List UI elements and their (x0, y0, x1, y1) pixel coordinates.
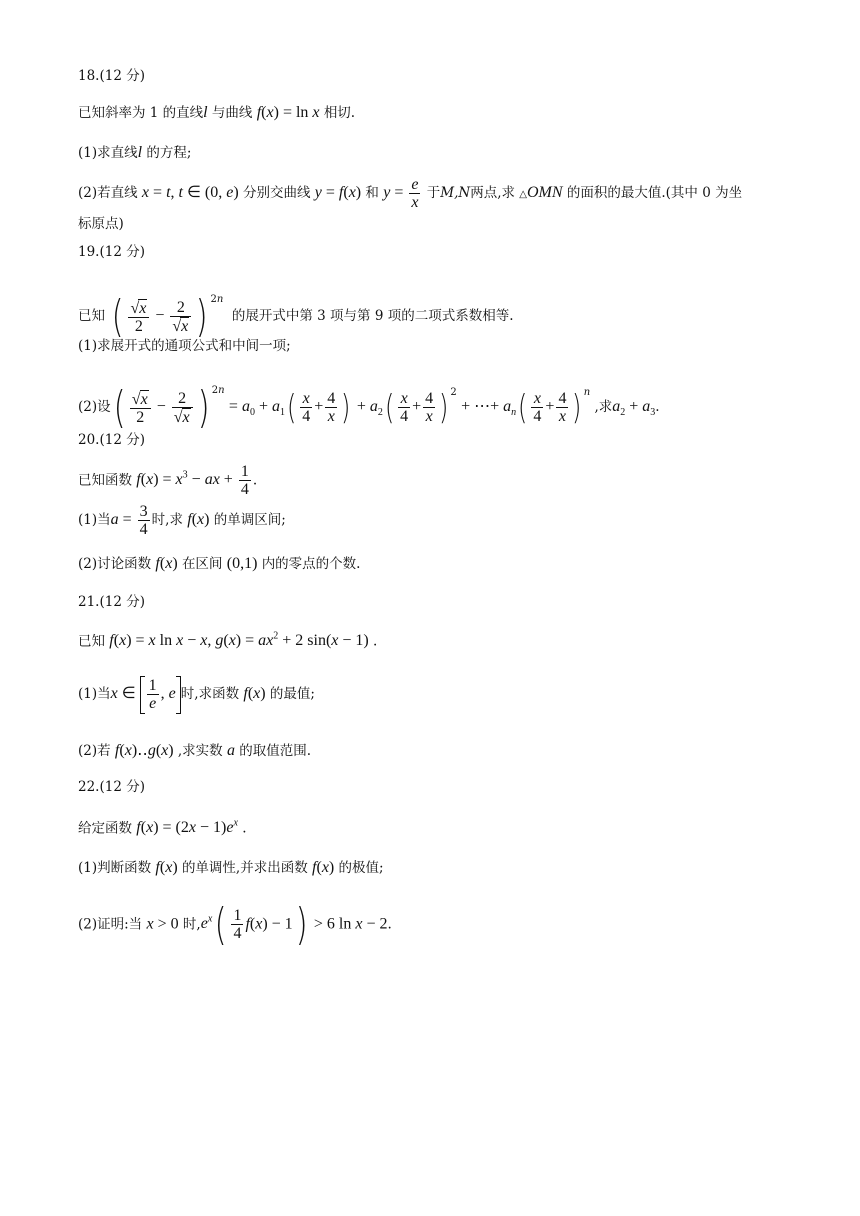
q20-stem: 已知函数 $f(x) = x^3$ − ax + $\frac{1}{4}$ . (78, 463, 258, 499)
fraction-e-over-x: $\frac{e}{x}$ (411, 176, 419, 211)
q21-part2: (2)若 f(x)‥g(x) ,求实数 a 的取值范围. (78, 742, 312, 759)
q22-part1: (1)判断函数 f(x) 的单调性,并求出函数 f(x) 的极值; (78, 859, 384, 876)
q22-header: 22.(12 分) (78, 779, 145, 795)
q19-part1: (1)求展开式的通项公式和中间一项; (78, 338, 291, 354)
q21-stem: 已知 f(x) = x ln x − x, $g(x) = ax^2 + 2$ sin(x − 1) . (78, 631, 378, 650)
q18-stem: 已知斜率为 1 的直线l 与曲线 f(x) = ln x 相切. (78, 104, 356, 121)
q21-part1: (1)当x ∈ $\frac{1}{e}$ , e 时,求函数 f(x) 的最值; (78, 677, 315, 712)
q20-header: 20.(12 分) (78, 432, 145, 448)
q18-part2-cont: 标原点) (78, 216, 124, 232)
q20-part2: (2)讨论函数 f(x) 在区间 (0,1) 内的零点的个数. (78, 555, 361, 572)
q20-part1: (1)当a = $\frac{3}{4}$ 时,求 f(x) 的单调区间; (78, 503, 286, 538)
q19-header: 19.(12 分) (78, 244, 145, 260)
q19-stem: 已知 ( $\frac{√x}{2}$ − $\frac{2}{√x}$ ) $^{2n}$ 的展开式中第 3 项与第 9 项的二项式系数相等. (78, 290, 514, 342)
q18-part1: (1)求直线l 的方程; (78, 144, 192, 161)
q19-part2: (2)设( $\frac{√x}{2}$ − $\frac{2}{√x}$ ) $^{2n} = a_0 + a_1$( $\frac{x}{4}$ + $\frac{4}{x}$ ) + $a_2$( $\frac{x}{4}$ + $\frac{4}{x}$ ) $^2$ + ⋯+ $a_n$( $\frac{x}{4}$ + $\frac{4}{x}$ ) $^n$ ,求$a_2 + a_3$. (78, 381, 660, 433)
q22-part2: (2)证明:当 x > 0 时$,e^x$( $\frac{1}{4}$ f(x) − 1) > 6 ln x − 2. (78, 898, 392, 950)
q18-header: 18.(12 分) (78, 68, 145, 84)
q21-header: 21.(12 分) (78, 594, 145, 610)
q18-part2: (2)若直线 x = t, t ∈ (0, e) 分别交曲线 y = f(x) 和 y = $\frac{e}{x}$ 于M,N两点,求 △OMN 的面积的最大值.(其中 0 为坐 (78, 176, 743, 211)
q22-stem: 给定函数 $f(x) = (2x - 1)e^x$ . (78, 818, 247, 837)
